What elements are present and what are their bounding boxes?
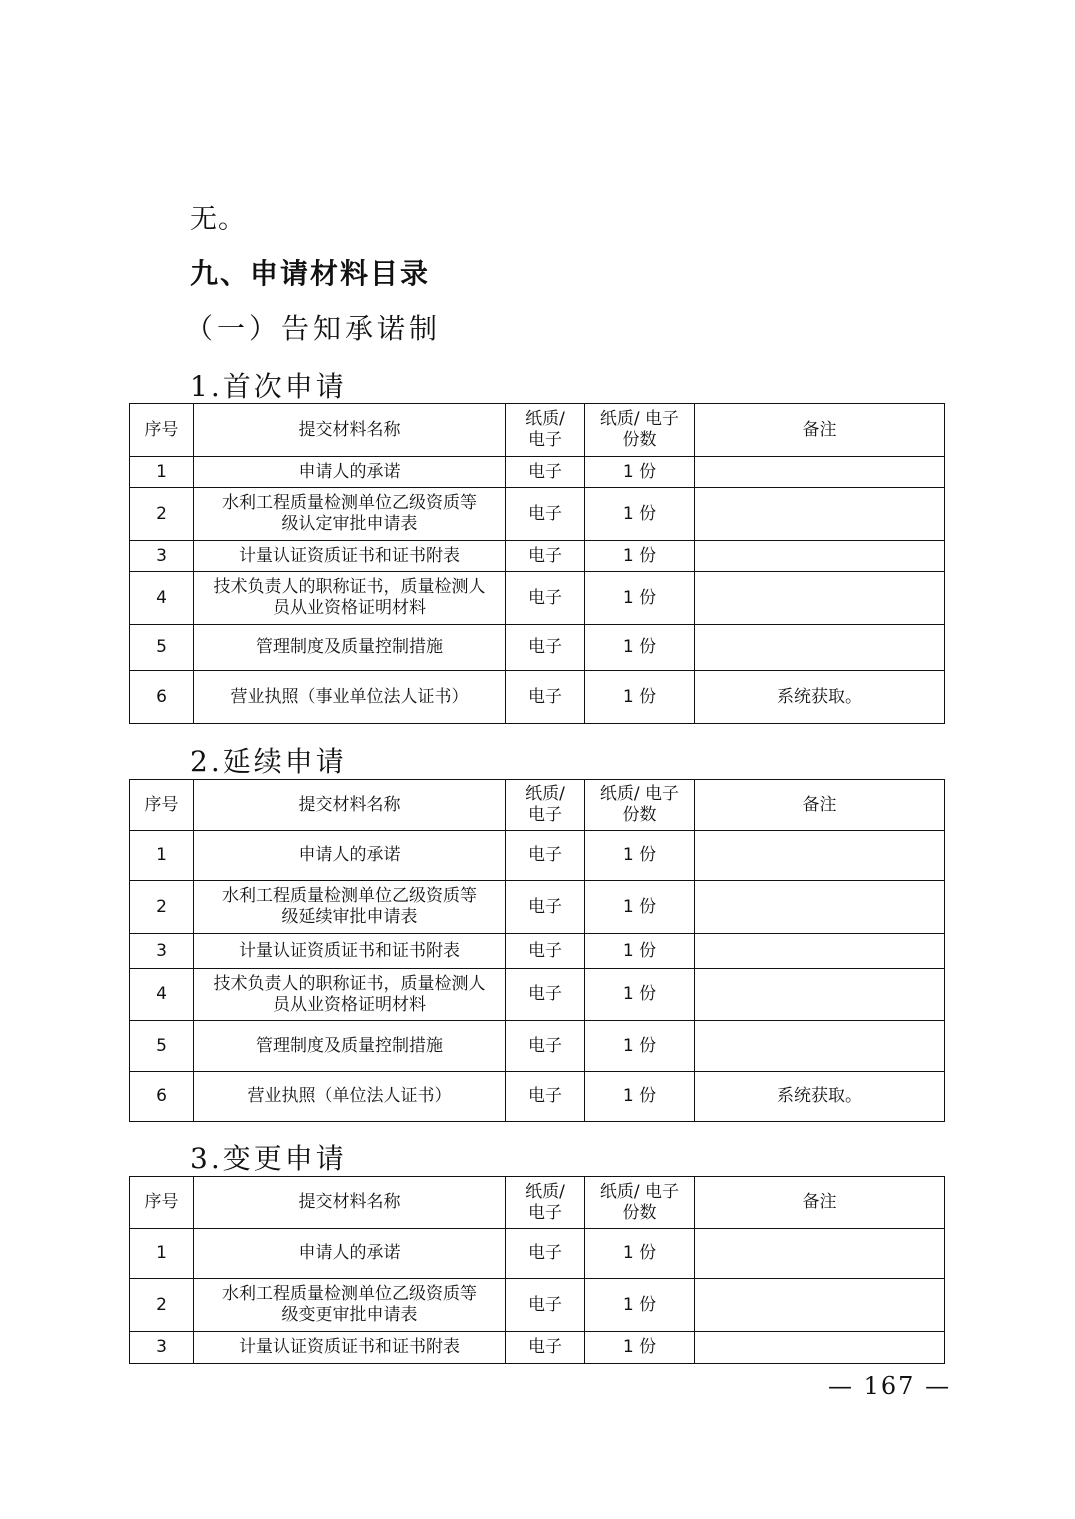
header-name: 提交材料名称 (194, 404, 506, 457)
cell-name: 技术负责人的职称证书，质量检测人 员从业资格证明材料 (194, 969, 506, 1021)
table-header-row (130, 404, 945, 457)
table-header-row (130, 1177, 945, 1229)
table-title-change: 3.变更申请 (190, 1142, 347, 1175)
cell-type: 电子 (506, 488, 585, 541)
cell-remark (695, 1021, 945, 1072)
cell-name: 营业执照（单位法人证书） (194, 1072, 506, 1122)
cell-type: 电子 (506, 671, 585, 724)
cell-name: 申请人的承诺 (194, 1229, 506, 1279)
table-row (130, 671, 945, 724)
table-title-first: 1.首次申请 (190, 370, 347, 403)
materials-table-first (129, 403, 945, 724)
subsection-heading: （一）告知承诺制 (185, 312, 442, 345)
cell-no: 5 (130, 625, 194, 671)
table-title-renewal: 2.延续申请 (190, 745, 347, 778)
header-remark: 备注 (695, 1177, 945, 1229)
intro-text: 无。 (190, 204, 246, 235)
cell-no: 2 (130, 488, 194, 541)
header-copies: 纸质/ 电子 份数 (585, 404, 695, 457)
cell-name: 申请人的承诺 (194, 457, 506, 488)
cell-copies: 1 份 (585, 1229, 695, 1279)
cell-copies: 1 份 (585, 969, 695, 1021)
cell-remark (695, 572, 945, 625)
cell-remark (695, 1279, 945, 1332)
cell-name: 管理制度及质量控制措施 (194, 625, 506, 671)
cell-remark (695, 457, 945, 488)
cell-copies: 1 份 (585, 625, 695, 671)
table-row (130, 625, 945, 671)
cell-type: 电子 (506, 457, 585, 488)
cell-name: 营业执照（事业单位法人证书） (194, 671, 506, 724)
cell-copies: 1 份 (585, 457, 695, 488)
cell-copies: 1 份 (585, 831, 695, 881)
cell-remark (695, 488, 945, 541)
cell-type: 电子 (506, 1332, 585, 1364)
cell-name: 水利工程质量检测单位乙级资质等 级延续审批申请表 (194, 881, 506, 934)
table-row (130, 572, 945, 625)
cell-name: 计量认证资质证书和证书附表 (194, 541, 506, 572)
cell-name: 水利工程质量检测单位乙级资质等 级认定审批申请表 (194, 488, 506, 541)
cell-type: 电子 (506, 1229, 585, 1279)
cell-no: 1 (130, 831, 194, 881)
cell-type: 电子 (506, 934, 585, 969)
cell-copies: 1 份 (585, 541, 695, 572)
cell-remark (695, 625, 945, 671)
cell-no: 3 (130, 1332, 194, 1364)
cell-copies: 1 份 (585, 1072, 695, 1122)
table-row (130, 541, 945, 572)
cell-name: 申请人的承诺 (194, 831, 506, 881)
cell-type: 电子 (506, 1021, 585, 1072)
cell-type: 电子 (506, 1279, 585, 1332)
cell-no: 1 (130, 457, 194, 488)
header-remark: 备注 (695, 780, 945, 831)
cell-copies: 1 份 (585, 1332, 695, 1364)
cell-name: 计量认证资质证书和证书附表 (194, 1332, 506, 1364)
cell-remark: 系统获取。 (695, 671, 945, 724)
table-row (130, 488, 945, 541)
cell-no: 5 (130, 1021, 194, 1072)
header-type: 纸质/ 电子 (506, 780, 585, 831)
cell-name: 技术负责人的职称证书，质量检测人 员从业资格证明材料 (194, 572, 506, 625)
cell-type: 电子 (506, 625, 585, 671)
cell-remark (695, 934, 945, 969)
cell-no: 4 (130, 572, 194, 625)
cell-copies: 1 份 (585, 572, 695, 625)
table-row (130, 934, 945, 969)
cell-remark (695, 1229, 945, 1279)
section-heading: 九、申请材料目录 (190, 257, 431, 290)
cell-copies: 1 份 (585, 1021, 695, 1072)
cell-copies: 1 份 (585, 671, 695, 724)
table-row (130, 881, 945, 934)
header-no: 序号 (130, 404, 194, 457)
cell-remark (695, 969, 945, 1021)
cell-type: 电子 (506, 572, 585, 625)
materials-table-change (129, 1176, 945, 1364)
header-name: 提交材料名称 (194, 780, 506, 831)
cell-remark (695, 831, 945, 881)
table-row (130, 969, 945, 1021)
table-row (130, 1072, 945, 1122)
header-name: 提交材料名称 (194, 1177, 506, 1229)
cell-type: 电子 (506, 541, 585, 572)
table-row (130, 1279, 945, 1332)
cell-type: 电子 (506, 1072, 585, 1122)
table-row (130, 1229, 945, 1279)
header-copies: 纸质/ 电子 份数 (585, 1177, 695, 1229)
cell-no: 4 (130, 969, 194, 1021)
header-type: 纸质/ 电子 (506, 404, 585, 457)
table-row (130, 1332, 945, 1364)
cell-remark (695, 1332, 945, 1364)
cell-no: 1 (130, 1229, 194, 1279)
cell-no: 3 (130, 541, 194, 572)
header-copies: 纸质/ 电子 份数 (585, 780, 695, 831)
cell-copies: 1 份 (585, 488, 695, 541)
cell-no: 6 (130, 1072, 194, 1122)
cell-type: 电子 (506, 881, 585, 934)
cell-no: 2 (130, 1279, 194, 1332)
cell-remark (695, 541, 945, 572)
cell-no: 2 (130, 881, 194, 934)
page-number: — 167 — (828, 1372, 952, 1400)
cell-no: 6 (130, 671, 194, 724)
cell-remark (695, 881, 945, 934)
table-header-row (130, 780, 945, 831)
cell-name: 管理制度及质量控制措施 (194, 1021, 506, 1072)
cell-name: 计量认证资质证书和证书附表 (194, 934, 506, 969)
cell-remark: 系统获取。 (695, 1072, 945, 1122)
cell-name: 水利工程质量检测单位乙级资质等 级变更审批申请表 (194, 1279, 506, 1332)
table-row (130, 1021, 945, 1072)
cell-copies: 1 份 (585, 934, 695, 969)
cell-type: 电子 (506, 831, 585, 881)
header-no: 序号 (130, 780, 194, 831)
header-no: 序号 (130, 1177, 194, 1229)
header-remark: 备注 (695, 404, 945, 457)
header-type: 纸质/ 电子 (506, 1177, 585, 1229)
table-row (130, 831, 945, 881)
cell-copies: 1 份 (585, 1279, 695, 1332)
cell-type: 电子 (506, 969, 585, 1021)
materials-table-renewal (129, 779, 945, 1122)
table-row (130, 457, 945, 488)
cell-no: 3 (130, 934, 194, 969)
cell-copies: 1 份 (585, 881, 695, 934)
